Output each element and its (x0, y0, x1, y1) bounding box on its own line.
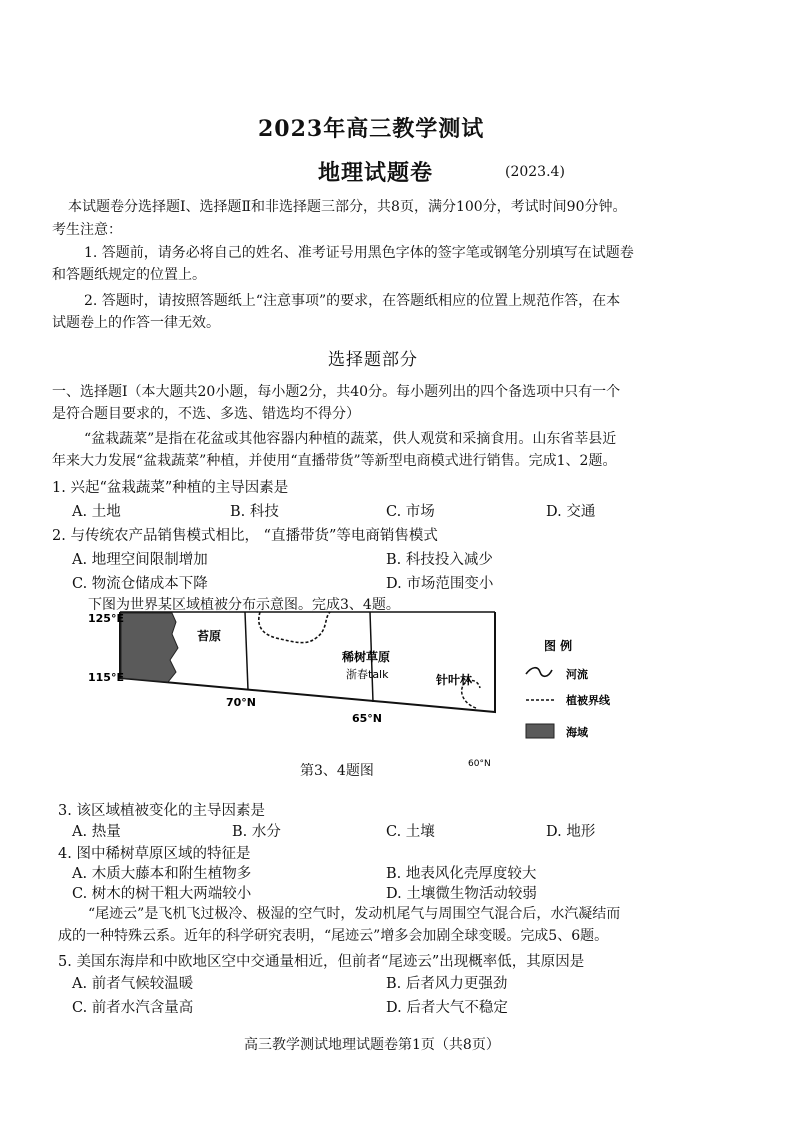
map-frame (120, 612, 495, 712)
question-3-option-b: B. 水分 (232, 824, 281, 840)
question-5-option-c: C. 前者水汽含量高 (72, 1000, 194, 1016)
section-title: 选择题部分 (328, 350, 418, 370)
label-65n: 65°N (352, 712, 383, 725)
region-tundra: 苔原 (197, 629, 222, 643)
question-1-option-a: A. 土地 (72, 504, 121, 520)
exam-date: (2023.4) (505, 164, 565, 180)
notice-2-line-1: 2. 答题时，请按照答题纸上“注意事项”的要求，在答题纸相应的位置上规范作答，在本 (84, 293, 621, 309)
question-3-option-d: D. 地形 (546, 824, 596, 840)
material-2: 下图为世界某区域植被分布示意图。完成3、4题。 (88, 597, 400, 613)
vegetation-boundary-1 (259, 612, 330, 643)
material-3-line-1: “尾迹云”是飞机飞过极冷、极湿的空气时，发动机尾气与周围空气混合后，水汽凝结而 (88, 906, 621, 922)
question-3-option-c: C. 土壤 (386, 824, 435, 840)
notice-1-line-1: 1. 答题前，请务必将自己的姓名、准考证号用黑色字体的签字笔或钢笔分别填写在试题卷 (84, 245, 634, 261)
page-footer: 高三教学测试地理试题卷第1页（共8页） (244, 1037, 500, 1053)
intro-text: 本试题卷分选择题Ⅰ、选择题Ⅱ和非选择题三部分，共8页，满分100分，考试时间90分钟。 (68, 199, 627, 215)
part1-line-1: 一、选择题Ⅰ（本大题共20小题，每小题2分，共40分。每小题列出的四个备选项中只有一个 (52, 384, 621, 400)
question-4-option-d: D. 土壤微生物活动较弱 (386, 886, 537, 902)
question-5-stem: 5. 美国东海岸和中欧地区空中交通量相近，但前者“尾迹云”出现概率低，其原因是 (58, 954, 585, 970)
exam-title: 2023年高三教学测试 (258, 116, 485, 142)
map-caption: 第3、4题图 (300, 763, 374, 779)
legend-river-label: 河流 (566, 668, 588, 681)
legend-sea-icon (526, 724, 554, 738)
notice-2-line-2: 试题卷上的作答一律无效。 (52, 315, 220, 331)
notice-heading: 考生注意： (52, 222, 122, 238)
sea-area (121, 613, 178, 682)
legend-sea-label: 海域 (566, 726, 588, 739)
question-4-option-a: A. 木质大藤本和附生植物多 (72, 866, 252, 882)
label-70n: 70°N (226, 696, 257, 709)
question-5-option-d: D. 后者大气不稳定 (386, 1000, 508, 1016)
part1-line-2: 是符合题目要求的，不选、多选、错选均不得分） (52, 406, 360, 422)
label-125e: 125°E (88, 612, 124, 625)
region-taiga: 针叶林 (436, 673, 473, 687)
watermark-text: 浙春talk (346, 668, 389, 681)
question-2-option-d: D. 市场范围变小 (386, 576, 494, 592)
question-4-option-c: C. 树木的树干粗大两端较小 (72, 886, 252, 902)
question-3-stem: 3. 该区域植被变化的主导因素是 (58, 803, 265, 819)
legend-river-icon (526, 668, 552, 677)
question-5-option-a: A. 前者气候较温暖 (72, 976, 194, 992)
notice-1-line-2: 和答题纸规定的位置上。 (52, 267, 206, 283)
question-2-option-c: C. 物流仓储成本下降 (72, 576, 208, 592)
question-1-option-b: B. 科技 (230, 504, 279, 520)
question-1-stem: 1. 兴起“盆栽蔬菜”种植的主导因素是 (52, 480, 289, 496)
question-1-option-d: D. 交通 (546, 504, 596, 520)
legend-title: 图 例 (544, 639, 573, 653)
question-1-option-c: C. 市场 (386, 504, 435, 520)
exam-subtitle: 地理试题卷 (318, 160, 434, 186)
region-savanna: 稀树草原 (342, 650, 391, 664)
question-4-option-b: B. 地表风化壳厚度较大 (386, 866, 537, 882)
vegetation-map (80, 608, 720, 778)
legend-boundary-label: 植被界线 (566, 694, 610, 707)
material-1-line-2: 年来大力发展“盆栽蔬菜”种植，并使用“直播带货”等新型电商模式进行销售。完成1、2题。 (52, 453, 617, 469)
material-1-line-1: “盆栽蔬菜”是指在花盆或其他容器内种植的蔬菜，供人观赏和采摘食用。山东省莘县近 (84, 431, 617, 447)
question-4-stem: 4. 图中稀树草原区域的特征是 (58, 846, 251, 862)
question-2-option-a: A. 地理空间限制增加 (72, 552, 208, 568)
question-3-option-a: A. 热量 (72, 824, 121, 840)
meridian-70n (245, 612, 248, 690)
material-3-line-2: 成的一种特殊云系。近年的科学研究表明，“尾迹云”增多会加剧全球变暖。完成5、6题。 (58, 928, 609, 944)
label-115e: 115°E (88, 671, 124, 684)
question-2-option-b: B. 科技投入减少 (386, 552, 493, 568)
label-60n: 60°N (468, 759, 491, 769)
question-2-stem: 2. 与传统农产品销售模式相比， “直播带货”等电商销售模式 (52, 528, 438, 544)
question-5-option-b: B. 后者风力更强劲 (386, 976, 508, 992)
